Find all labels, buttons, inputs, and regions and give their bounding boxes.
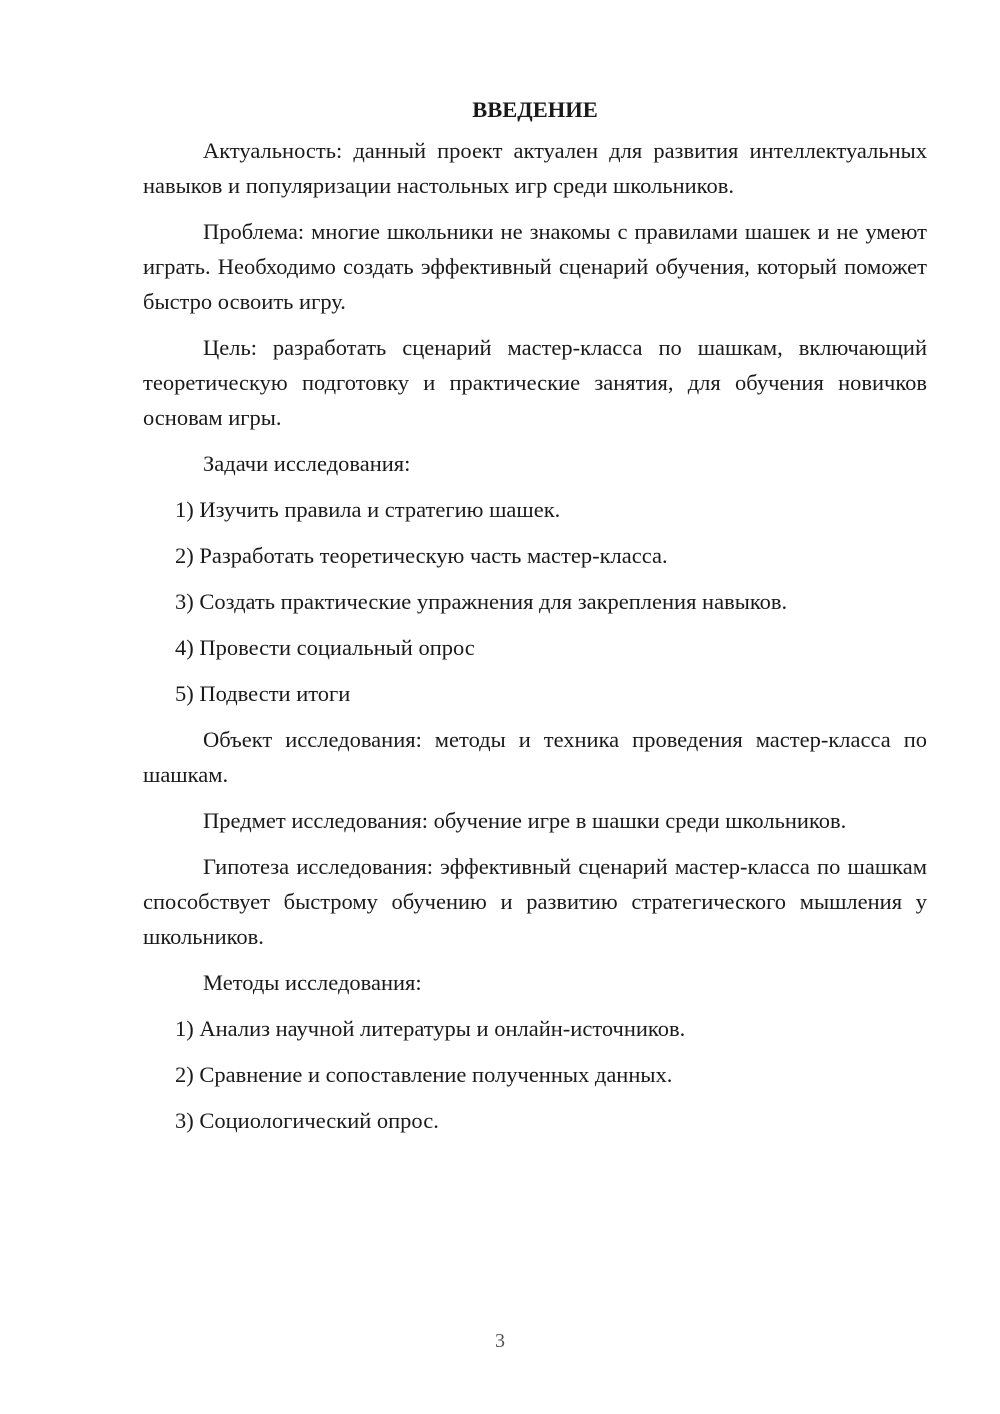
method-item: 1) Анализ научной литературы и онлайн-источников. bbox=[175, 1016, 686, 1041]
task-item: 2) Разработать теоретическую часть мастер-класса. bbox=[175, 543, 668, 568]
task-item: 5) Подвести итоги bbox=[175, 681, 351, 706]
task-item: 3) Создать практические упражнения для закрепления навыков. bbox=[175, 589, 788, 614]
section-title: ВВЕДЕНИЕ bbox=[472, 97, 598, 122]
object-paragraph: Объект исследования: методы и техника проведения мастер-класса по шашкам. bbox=[143, 727, 927, 787]
method-item: 3) Социологический опрос. bbox=[175, 1108, 439, 1133]
task-item: 4) Провести социальный опрос bbox=[175, 635, 475, 660]
method-item: 2) Сравнение и сопоставление полученных данных. bbox=[175, 1062, 673, 1087]
task-item: 1) Изучить правила и стратегию шашек. bbox=[175, 497, 561, 522]
hypothesis-paragraph: Гипотеза исследования: эффективный сценарий мастер-класса по шашкам способствует быстрому обучению и развитию стратегического мышления у школьников. bbox=[143, 854, 927, 949]
document-page bbox=[143, 92, 927, 1149]
problem-paragraph: Проблема: многие школьники не знакомы с правилами шашек и не умеют играть. Необходимо создать эффективный сценарий обучения, который поможет быстро освоить игру. bbox=[143, 219, 927, 314]
page-number: 3 bbox=[495, 1330, 505, 1352]
goal-paragraph: Цель: разработать сценарий мастер-класса по шашкам, включающий теоретическую подготовку и практические занятия, для обучения новичков основам игры. bbox=[143, 335, 927, 430]
tasks-heading: Задачи исследования: bbox=[203, 451, 411, 476]
subject-paragraph: Предмет исследования: обучение игре в шашки среди школьников. bbox=[203, 808, 847, 833]
relevance-paragraph: Актуальность: данный проект актуален для развития интеллектуальных навыков и популяризации настольных игр среди школьников. bbox=[143, 138, 927, 198]
methods-heading: Методы исследования: bbox=[203, 970, 422, 995]
